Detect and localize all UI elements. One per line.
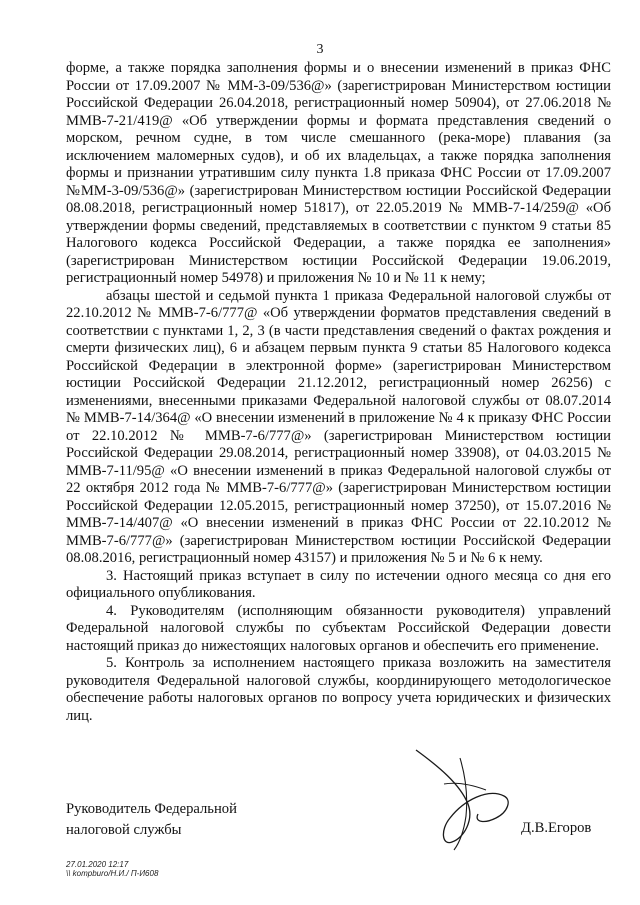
signatory-name: Д.В.Егоров [521, 820, 592, 836]
signatory-position [66, 799, 316, 841]
paragraph-item-3: 3. Настоящий приказ вступает в силу по истечении одного месяца со дня его официального опубликования. [66, 567, 611, 601]
footer-path: \\ kompburo/Н.И./ П-И608 [66, 869, 159, 878]
footer-meta [66, 860, 158, 878]
paragraph-item-5: 5. Контроль за исполнением настоящего приказа возложить на заместителя руководителя Федеральной налоговой службы, координирующего методологическое обеспечение работы налоговых органов по вопросу учета юридических и физических лиц. [66, 655, 611, 724]
position-line-1: Руководитель Федеральной [66, 801, 237, 817]
document-body [66, 60, 611, 725]
paragraph-continuation: форме, а также порядка заполнения формы и о внесении изменений в приказ ФНС России от 17.09.2007 № ММ-3-09/536@» (зарегистрирован Министерством юстиции Российской Федерации 26.04.2018, регистрационный номер 50904), от 27.06.2018 № ММВ-7-21/419@ «Об утверждении формы и формата представления сведений о морском, речном судне, в том числе смешанного (река-море) плавания (за исключением маломерных судов), и об их владельцах, а также порядка заполнения формы и признании утратившим силу пункта 1.8 приказа ФНС России от 17.09.2007 №ММ-3-09/536@» (зарегистрирован Министерством юстиции Российской Федерации 08.08.2018, регистрационный номер 51817), от 22.05.2019 № ММВ-7-14/259@ «Об утверждении формы сведений, представляемых в соответствии с пунктом 9 статьи 85 Налогового кодекса Российской Федерации, а также порядка ее заполнения» (зарегистрирован Министерством юстиции Российской Федерации 19.06.2019, регистрационный номер 54978) и приложения № 10 и № 11 к нему; [66, 60, 611, 286]
handwritten-signature [408, 738, 518, 858]
page-number: 3 [316, 42, 324, 57]
paragraph-item-4: 4. Руководителям (исполняющим обязанности руководителя) управлений Федеральной налоговой службы по субъектам Российской Федерации довести настоящий приказ до нижестоящих налоговых органов и обеспечить его применение. [66, 602, 611, 654]
paragraph-abzacy: абзацы шестой и седьмой пункта 1 приказа Федеральной налоговой службы от 22.10.2012 № ММВ-7-6/777@ «Об утверждении форматов представления сведений в соответствии с пунктами 1, 2, 3 (в части представления сведений о фактах рождения и смерти физических лиц), 6 и абзацем первым пункта 9 статьи 85 Налогового кодекса Российской Федерации в электронной форме» (зарегистрирован Министерством юстиции Российской Федерации 21.12.2012, регистрационный номер 26256) с изменениями, внесенными приказами Федеральной налоговой службы от 08.07.2014 № ММВ-7-14/364@ «О внесении изменений в приложение № 4 к приказу ФНС России от 22.10.2012 № ММВ-7-6/777@» (зарегистрирован Министерством юстиции Российской Федерации 29.08.2014, регистрационный номер 33908), от 04.03.2015 № ММВ-7-11/95@ «О внесении изменений в приказ Федеральной налоговой службы от 22 октября 2012 года № ММВ-7-6/777@» (зарегистрирован Министерством юстиции Российской Федерации 12.05.2015, регистрационный номер 37250), от 15.07.2016 № ММВ-7-14/407@ «О внесении изменений в приказ ФНС России от 22.10.2012 № ММВ-7-6/777@» (зарегистрирован Министерством юстиции Российской Федерации 08.08.2016, регистрационный номер 43157) и приложения № 5 и № 6 к нему. [66, 287, 611, 566]
footer-date: 27.01.2020 12:17 [66, 860, 129, 869]
position-line-2: налоговой службы [66, 822, 182, 838]
